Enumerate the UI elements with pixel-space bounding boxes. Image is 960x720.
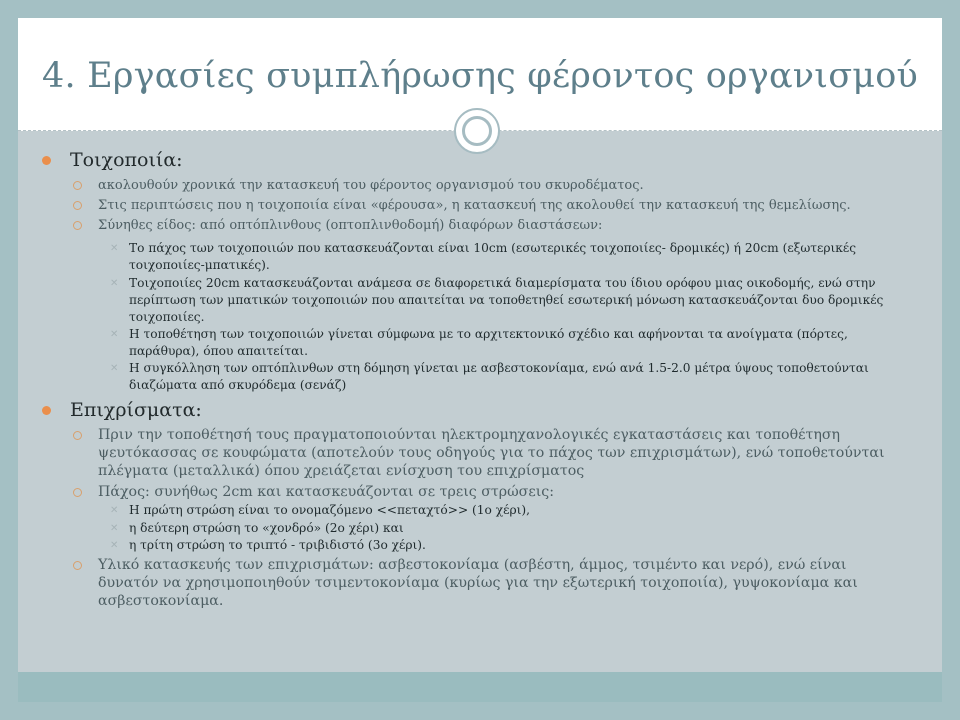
list-item: [98, 483, 898, 501]
sub-list-item: [110, 275, 904, 326]
sub-list-item: [110, 537, 904, 554]
list-item-text: Πάχος: συνήθως 2cm και κατασκευάζονται σε τρεις στρώσεις:: [98, 484, 554, 500]
section-heading-text: Επιχρίσματα:: [70, 399, 202, 421]
x-bullet-icon: ✕: [110, 243, 119, 254]
list-item-text: Υλικό κατασκευής των επιχρισμάτων: ασβεστοκονίαμα (ασβέστη, άμμος, τσιμέντο και νερό), ενώ είναι δυνατόν να χρησιμοποιηθούν τσιμεντοκονίαμα (κυρίως για την εξωτερική τοιχοποιία), γυψοκονίαμα και ασβεστοκονίαμα.: [98, 557, 858, 609]
list-item-text: Σύνηθες είδος: από οπτόπλινθους (οπτοπλινθοδομή) διαφόρων διαστάσεων:: [98, 218, 603, 233]
list-item-text: Στις περιπτώσεις που η τοιχοποιία είναι «φέρουσα», η κατασκευή της ακολουθεί την κατασκευή της θεμελίωσης.: [98, 198, 851, 213]
sub-list-item: [110, 520, 904, 537]
sub-list-item-text: Η τοποθέτηση των τοιχοποιιών γίνεται σύμφωνα με το αρχιτεκτονικό σχέδιο και αφήνονται τα ανοίγματα (πόρτες, παράθυρα), όπου απαιτείται.: [129, 327, 848, 358]
list-item: [98, 177, 898, 194]
sub-list-item: [110, 240, 904, 274]
x-bullet-icon: ✕: [110, 329, 119, 340]
sub-list-item: [110, 326, 904, 360]
orange-dot-icon: [42, 156, 51, 165]
list-item: [98, 217, 898, 234]
list-item: [98, 556, 898, 610]
sub-list-item-text: Το πάχος των τοιχοποιιών που κατασκευάζονται είναι 10cm (εσωτερικές τοιχοποιίες- δρομικές) ή 20cm (εξωτερικές τοιχοποιίες-μπατικές).: [129, 241, 857, 272]
ring-bullet-icon: [73, 221, 82, 230]
sub-list-item: [110, 360, 904, 394]
x-bullet-icon: ✕: [110, 363, 119, 374]
sub-list-item-text: Τοιχοποιίες 20cm κατασκευάζονται ανάμεσα σε διαφορετικά διαμερίσματα του ίδιου ορόφου μιας οικοδομής, ενώ στην περίπτωση των μπατικών τοιχοποιιών που απαιτείται να τοποθετηθεί εσωτερική μόνωση κατασκευάζονται δυο δρομικές τοιχοποιίες.: [129, 276, 884, 324]
ring-bullet-icon: [73, 181, 82, 190]
section-heading-plasters: [70, 399, 920, 421]
bottom-band: [18, 672, 942, 702]
sub-list-item-text: Η πρώτη στρώση είναι το ονομαζόμενο <<πεταχτό>> (1ο χέρι),: [129, 503, 531, 517]
slide: [18, 18, 942, 702]
sub-list-item-text: η δεύτερη στρώση το «χονδρό» (2ο χέρι) και: [129, 521, 404, 535]
list-item-text: ακολουθούν χρονικά την κατασκευή του φέροντος οργανισμού του σκυροδέματος.: [98, 178, 644, 193]
ring-bullet-icon: [73, 561, 82, 570]
ring-bullet-icon: [73, 488, 82, 497]
orange-dot-icon: [42, 406, 51, 415]
list-item: [98, 426, 898, 480]
section-heading-text: Τοιχοποιία:: [70, 149, 183, 171]
sub-list-item: [110, 502, 904, 519]
list-item: [98, 197, 898, 214]
ring-bullet-icon: [73, 201, 82, 210]
list-item-text: Πριν την τοποθέτησή τους πραγματοποιούνται ηλεκτρομηχανολογικές εγκαταστάσεις και τοποθέτηση ψευτόκασσας σε κουφώματα (αποτελούν τους οδηγούς για το πάχος των επιχρισμάτων), ενώ τοποθετούνται πλέγματα (μεταλλικά) όπου χρειάζεται ενίσχυση του επιχρίσματος: [98, 427, 885, 479]
ring-bullet-icon: [73, 431, 82, 440]
x-bullet-icon: ✕: [110, 523, 119, 534]
sub-list-item-text: η τρίτη στρώση το τριπτό - τριβιδιστό (3ο χέρι).: [129, 538, 426, 552]
x-bullet-icon: ✕: [110, 540, 119, 551]
x-bullet-icon: ✕: [110, 505, 119, 516]
ring-ornament-icon: [454, 108, 500, 154]
x-bullet-icon: ✕: [110, 278, 119, 289]
ring-ornament-inner: [462, 116, 492, 146]
slide-title: 4. Εργασίες συμπλήρωσης φέροντος οργανισμού: [42, 56, 918, 96]
sub-list-item-text: Η συγκόλληση των οπτόπλινθων στη δόμηση γίνεται με ασβεστοκονίαμα, ενώ ανά 1.5-2.0 μέτρα ύψους τοποθετούνται διαζώματα από σκυρόδεμα (σενάζ): [129, 361, 869, 392]
section-heading-walls: [70, 149, 920, 171]
